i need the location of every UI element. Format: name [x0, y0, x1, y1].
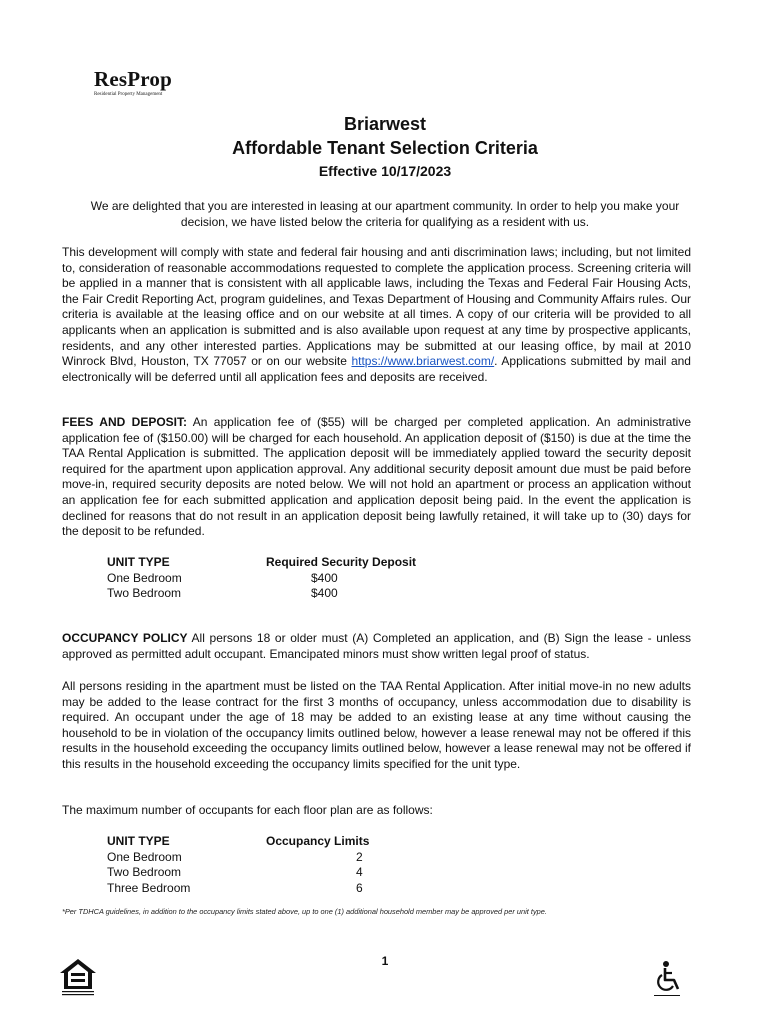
- deposit-cell: $400: [311, 570, 338, 585]
- deposit-cell: $400: [311, 586, 338, 601]
- compliance-paragraph: [62, 245, 691, 385]
- unit-type-cell: One Bedroom: [107, 849, 182, 864]
- occupancy-heading: OCCUPANCY POLICY: [62, 631, 188, 645]
- max-occupants-intro: The maximum number of occupants for each floor plan are as follows:: [62, 803, 433, 817]
- fees-text: An application fee of ($55) will be charged per completed application. An administrative application fee of ($150.00) will be charged for each household. An application deposit of ($150) is due at the time the TAA Rental Application is submitted. The application deposit will be immediately applied toward the security deposit required for the apartment upon application approval. Any additional security deposit amount due must be paid before move-in, required security deposits are noted below. We will not hold an apartment or process an application without an application fee for each submitted application and application deposit being paid. In the event the application is declined for reasons that do not result in an application deposit being lawfully retained, it will take up to (30) days for the deposit to be refunded.: [62, 415, 691, 539]
- unit-type-cell: One Bedroom: [107, 570, 182, 585]
- compliance-text: This development will comply with state and federal fair housing and anti discrimination laws; including, but not limited to, consideration of reasonable accommodations requested to complete the application process. Screening criteria will be applied in a manner that is consistent with all applicable laws, including the Texas and Federal Fair Housing Acts, the Fair Credit Reporting Act, program guidelines, and Texas Department of Housing and Community Affairs rules. Our criteria is available at the leasing office and on our website at all times. A copy of our criteria will be provided to all applicants when an application is submitted and is also available upon request at any time by prospective applicants, residents, and any other interested parties. Applications may be submitted at our leasing office, by mail at 2010 Winrock Blvd, Houston, TX 77057 or on our website: [62, 245, 691, 369]
- property-name: Briarwest: [343, 114, 427, 134]
- unit-type-cell: Three Bedroom: [107, 880, 191, 895]
- footnote: *Per TDHCA guidelines, in addition to the occupancy limits stated above, up to one (1) additional household member may be approved per unit type.: [62, 907, 547, 916]
- table-row: [107, 571, 481, 587]
- table-row: [107, 586, 481, 602]
- column-header: UNIT TYPE: [107, 555, 170, 569]
- unit-type-cell: Two Bedroom: [107, 586, 182, 601]
- website-link[interactable]: https://www.briarwest.com/: [351, 354, 495, 369]
- effective-date: Effective 10/17/2023: [318, 163, 452, 179]
- occupancy-table: [107, 834, 526, 896]
- residents-paragraph: All persons residing in the apartment must be listed on the TAA Rental Application. After initial move-in no new adults may be added to the lease contract for the first 3 months of occupancy, unless accommodation due to disability is required. An occupant under the age of 18 may be added to an existing lease at any time without causing the household to be in violation of the occupancy limits outlined below, however a lease renewal may not be offered if this results in the household exceeding the occupancy limits outlined below, however a lease renewal may not be offered if this results in the household exceeding the occupancy limits specified for the unit type.: [62, 679, 691, 771]
- limit-cell: 6: [356, 880, 363, 895]
- limit-cell: 4: [356, 865, 363, 880]
- column-header: UNIT TYPE: [107, 834, 170, 848]
- logo-name: ResProp: [94, 67, 173, 91]
- table-header-row: [107, 834, 526, 850]
- document-title: Affordable Tenant Selection Criteria: [232, 138, 538, 158]
- page-number: 1: [381, 954, 389, 968]
- column-header: Required Security Deposit: [266, 555, 417, 569]
- table-row: [107, 850, 526, 866]
- unit-type-cell: Two Bedroom: [107, 865, 182, 880]
- compliance-text-end: . Applications submitted by mail and electronically will be deferred until all application fees and deposits are received.: [62, 354, 691, 384]
- limit-cell: 2: [356, 849, 363, 864]
- occupancy-paragraph: [62, 631, 691, 662]
- fees-paragraph: [62, 415, 691, 540]
- occupancy-text: All persons 18 or older must (A) Completed an application, and (B) Sign the lease - unless approved as permitted adult occupant. Emancipated minors must show written legal proof of status.: [62, 631, 691, 661]
- logo-tagline: Residential Property Management: [94, 92, 163, 97]
- table-header-row: [107, 555, 481, 571]
- table-row: [107, 865, 526, 881]
- intro-paragraph: We are delighted that you are interested in leasing at our apartment community. In order to help you make your decision, we have listed below the criteria for qualifying as a resident with us.: [90, 199, 680, 229]
- title-block: [0, 112, 770, 181]
- equal-housing-opportunity-icon: [58, 957, 98, 997]
- company-logo: [94, 68, 172, 98]
- table-row: [107, 881, 526, 897]
- deposit-table: [107, 555, 481, 602]
- wheelchair-accessibility-icon: [653, 960, 681, 996]
- fees-heading: FEES AND DEPOSIT:: [62, 415, 188, 429]
- column-header: Occupancy Limits: [266, 834, 370, 848]
